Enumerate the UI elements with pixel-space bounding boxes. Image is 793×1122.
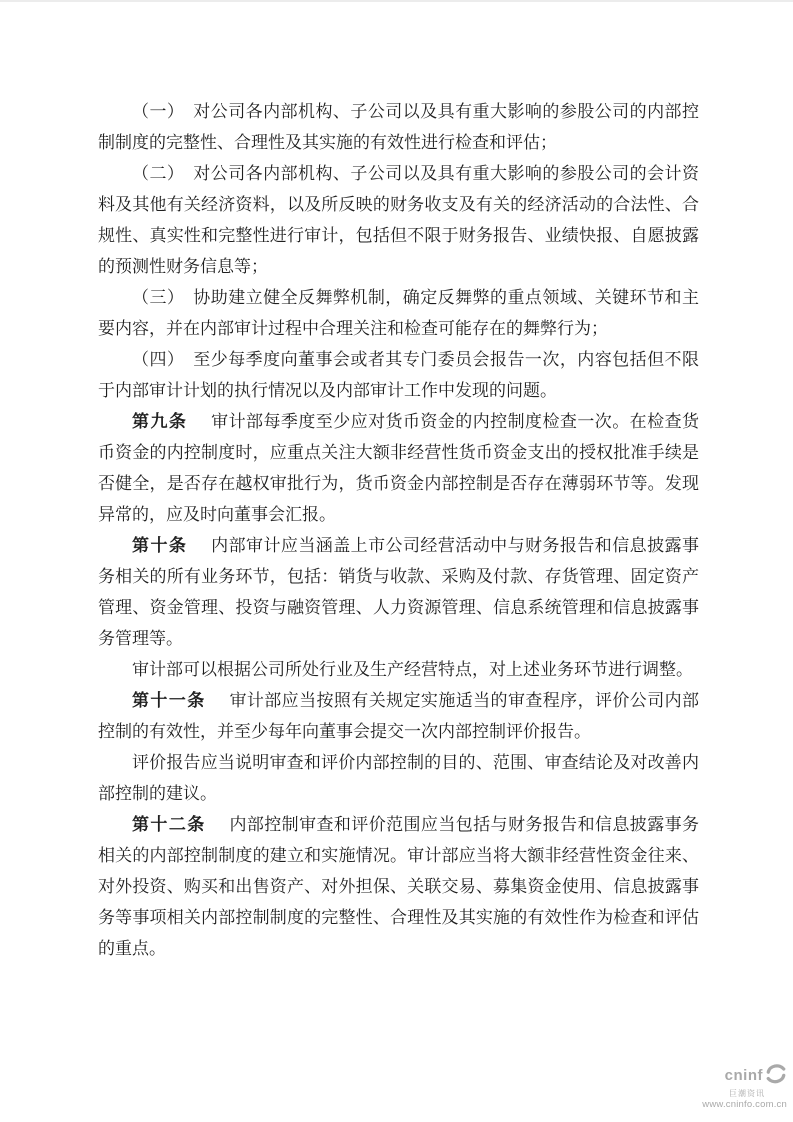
paragraph <box>98 654 699 685</box>
cninfo-swirl-icon <box>765 1064 787 1089</box>
paragraph <box>98 282 699 344</box>
paragraph-text: 内部审计应当涵盖上市公司经营活动中与财务报告和信息披露事务相关的所有业务环节，包括：销货与收款、采购及付款、存货管理、固定资产管理、资金管理、投资与融资管理、人力资源管理、信息系统管理和信息披露事务管理等。 <box>98 536 700 648</box>
paragraph-text: （四） 至少每季度向董事会或者其专门委员会报告一次，内容包括但不限于内部审计计划的执行情况以及内部审计工作中发现的问题。 <box>98 350 699 400</box>
cninfo-brand-text: cninf <box>724 1067 763 1085</box>
paragraph-text: 审计部应当按照有关规定实施适当的审查程序，评价公司内部控制的有效性，并至少每年向董事会提交一次内部控制评价报告。 <box>98 691 700 741</box>
page-top-edge <box>0 0 793 2</box>
paragraph <box>98 809 699 964</box>
paragraph <box>98 344 699 406</box>
watermark <box>702 1064 787 1110</box>
paragraph <box>98 96 699 158</box>
paragraph-text: （一） 对公司各内部机构、子公司以及具有重大影响的参股公司的内部控制制度的完整性、合理性及其实施的有效性进行检查和评估； <box>98 102 699 152</box>
paragraph <box>98 158 699 282</box>
article-number: 第十一条 <box>132 691 206 710</box>
paragraph-text: 审计部每季度至少应对货币资金的内控制度检查一次。在检查货币资金的内控制度时，应重点关注大额非经营性货币资金支出的授权批准手续是否健全，是否存在越权审批行为，货币资金内部控制是否存在薄弱环节等。发现异常的，应及时向董事会汇报。 <box>98 412 700 524</box>
document-body <box>98 96 699 964</box>
paragraph-text: 内部控制审查和评价范围应当包括与财务报告和信息披露事务相关的内部控制制度的建立和实施情况。审计部应当将大额非经营性资金往来、对外投资、购买和出售资产、对外担保、关联交易、募集资金使用、信息披露事务等事项相关内部控制制度的完整性、合理性及其实施的有效性作为检查和评估的重点。 <box>98 815 700 958</box>
paragraph <box>98 747 699 809</box>
paragraph <box>98 530 699 654</box>
paragraph-text: 评价报告应当说明审查和评价内部控制的目的、范围、审查结论及对改善内部控制的建议。 <box>98 753 699 803</box>
paragraph <box>98 406 699 530</box>
cninfo-chinese-name: 巨潮资讯 <box>729 1088 765 1098</box>
cninfo-url-text: www.cninfo.com.cn <box>702 1098 787 1110</box>
article-number: 第十条 <box>132 536 188 555</box>
paragraph-text: （三） 协助建立健全反舞弊机制，确定反舞弊的重点领域、关键环节和主要内容，并在内部审计过程中合理关注和检查可能存在的舞弊行为； <box>98 288 699 338</box>
paragraph-text: （二） 对公司各内部机构、子公司以及具有重大影响的参股公司的会计资料及其他有关经济资料，以及所反映的财务收支及有关的经济活动的合法性、合规性、真实性和完整性进行审计，包括但不限于财务报告、业绩快报、自愿披露的预测性财务信息等； <box>98 164 699 276</box>
paragraph-text: 审计部可以根据公司所处行业及生产经营特点，对上述业务环节进行调整。 <box>132 660 693 679</box>
article-number: 第十二条 <box>132 815 206 834</box>
article-number: 第九条 <box>132 412 188 431</box>
paragraph <box>98 685 699 747</box>
